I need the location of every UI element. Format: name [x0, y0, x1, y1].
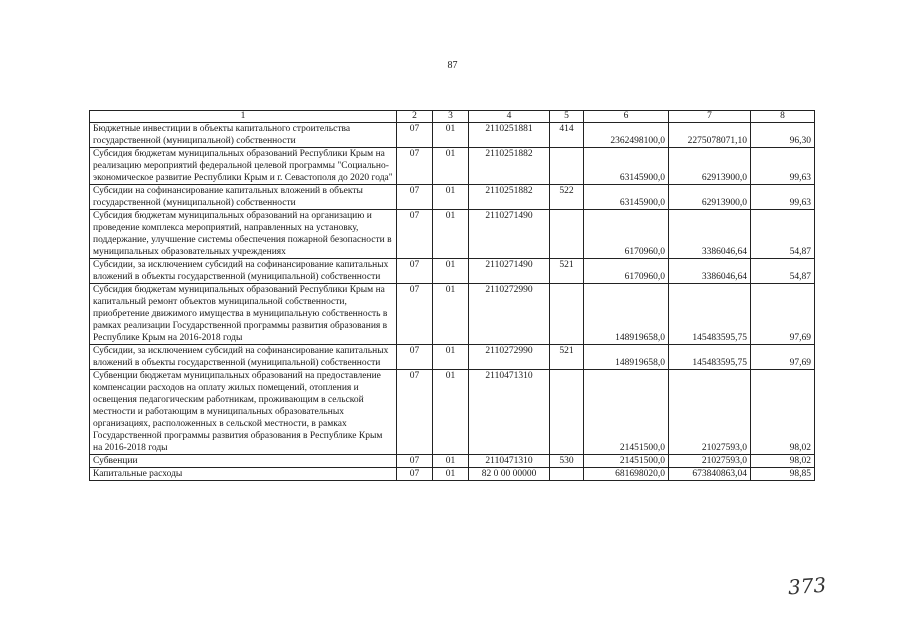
row-subsection-cell: 01	[433, 185, 469, 210]
row-name-cell: Бюджетные инвестиции в объекты капитального строительства государственной (муниципальной) собственности	[90, 123, 397, 148]
row-percent-cell: 99,63	[751, 148, 815, 185]
row-percent-cell: 96,30	[751, 123, 815, 148]
row-type-cell	[550, 468, 584, 481]
row-actual-cell: 62913900,0	[669, 185, 751, 210]
row-target-cell: 2110471310	[469, 370, 550, 455]
row-name-cell: Субсидия бюджетам муниципальных образований Республики Крым на реализацию мероприятий федеральной целевой программы "Социально-экономическое развитие Республики Крым и г. Севастополя до 2020 года"	[90, 148, 397, 185]
row-target-cell: 2110271490	[469, 210, 550, 259]
header-cell: 5	[550, 111, 584, 123]
row-percent-cell: 98,02	[751, 370, 815, 455]
row-percent-cell: 54,87	[751, 259, 815, 284]
row-plan-cell: 148919658,0	[584, 284, 669, 345]
row-actual-cell: 673840863,04	[669, 468, 751, 481]
row-type-cell	[550, 284, 584, 345]
row-subsection-cell: 01	[433, 123, 469, 148]
row-name-cell: Субсидии, за исключением субсидий на софинансирование капитальных вложений в объекты государственной (муниципальной) собственности	[90, 259, 397, 284]
row-section-cell: 07	[397, 370, 433, 455]
table-row	[90, 345, 815, 370]
row-section-cell: 07	[397, 185, 433, 210]
row-percent-cell: 98,85	[751, 468, 815, 481]
row-subsection-cell: 01	[433, 259, 469, 284]
row-plan-cell: 6170960,0	[584, 259, 669, 284]
row-plan-cell: 63145900,0	[584, 185, 669, 210]
row-actual-cell: 145483595,75	[669, 345, 751, 370]
row-type-cell: 530	[550, 455, 584, 468]
row-type-cell: 521	[550, 345, 584, 370]
row-actual-cell: 62913900,0	[669, 148, 751, 185]
row-target-cell: 82 0 00 00000	[469, 468, 550, 481]
row-section-cell: 07	[397, 259, 433, 284]
row-name-cell: Субвенции бюджетам муниципальных образований на предоставление компенсации расходов на оплату жилых помещений, отопления и освещения педагогическим работникам, проживающим в сельской местности и работающим в муниципальных образовательных организациях, расположенных в сельской местности, в рамках Государственной программы развития образования в Республике Крым на 2016-2018 годы	[90, 370, 397, 455]
row-percent-cell: 98,02	[751, 455, 815, 468]
row-target-cell: 2110471310	[469, 455, 550, 468]
row-name-cell: Субвенции	[90, 455, 397, 468]
table-header-row	[90, 111, 815, 123]
row-plan-cell: 21451500,0	[584, 455, 669, 468]
header-cell: 7	[669, 111, 751, 123]
row-type-cell: 414	[550, 123, 584, 148]
row-type-cell	[550, 210, 584, 259]
row-actual-cell: 3386046,64	[669, 259, 751, 284]
row-name-cell: Капитальные расходы	[90, 468, 397, 481]
row-percent-cell: 97,69	[751, 284, 815, 345]
row-target-cell: 2110251882	[469, 185, 550, 210]
row-actual-cell: 145483595,75	[669, 284, 751, 345]
table-row	[90, 455, 815, 468]
row-name-cell: Субсидии, за исключением субсидий на софинансирование капитальных вложений в объекты государственной (муниципальной) собственности	[90, 345, 397, 370]
row-section-cell: 07	[397, 148, 433, 185]
row-actual-cell: 21027593,0	[669, 455, 751, 468]
row-section-cell: 07	[397, 345, 433, 370]
row-type-cell	[550, 148, 584, 185]
row-plan-cell: 681698020,0	[584, 468, 669, 481]
row-subsection-cell: 01	[433, 468, 469, 481]
row-plan-cell: 21451500,0	[584, 370, 669, 455]
row-target-cell: 2110272990	[469, 345, 550, 370]
row-plan-cell: 63145900,0	[584, 148, 669, 185]
budget-table	[89, 110, 815, 481]
table-row	[90, 259, 815, 284]
row-section-cell: 07	[397, 210, 433, 259]
row-section-cell: 07	[397, 123, 433, 148]
row-plan-cell: 2362498100,0	[584, 123, 669, 148]
table-row	[90, 148, 815, 185]
table-row	[90, 468, 815, 481]
row-name-cell: Субсидии на софинансирование капитальных вложений в объекты государственной (муниципальной) собственности	[90, 185, 397, 210]
row-plan-cell: 148919658,0	[584, 345, 669, 370]
row-name-cell: Субсидия бюджетам муниципальных образований на организацию и проведение комплекса мероприятий, направленных на установку, поддержание, улучшение системы обеспечения пожарной безопасности в муниципальных образовательных учреждениях	[90, 210, 397, 259]
row-section-cell: 07	[397, 284, 433, 345]
row-subsection-cell: 01	[433, 148, 469, 185]
row-actual-cell: 2275078071,10	[669, 123, 751, 148]
table-row	[90, 284, 815, 345]
row-type-cell	[550, 370, 584, 455]
table-row	[90, 210, 815, 259]
row-actual-cell: 21027593,0	[669, 370, 751, 455]
row-plan-cell: 6170960,0	[584, 210, 669, 259]
row-section-cell: 07	[397, 468, 433, 481]
row-target-cell: 2110272990	[469, 284, 550, 345]
row-actual-cell: 3386046,64	[669, 210, 751, 259]
table-row	[90, 185, 815, 210]
row-name-cell: Субсидия бюджетам муниципальных образований Республики Крым на капитальный ремонт объектов муниципальной собственности, приобретение движимого имущества в муниципальную собственность в рамках реализации Государственной программы развития образования в Республике Крым на 2016-2018 годы	[90, 284, 397, 345]
page-number: 87	[447, 60, 458, 71]
row-type-cell: 522	[550, 185, 584, 210]
row-subsection-cell: 01	[433, 210, 469, 259]
handwritten-page-mark: 373	[787, 572, 827, 600]
row-target-cell: 2110251882	[469, 148, 550, 185]
row-subsection-cell: 01	[433, 455, 469, 468]
row-percent-cell: 97,69	[751, 345, 815, 370]
row-percent-cell: 99,63	[751, 185, 815, 210]
row-type-cell: 521	[550, 259, 584, 284]
row-subsection-cell: 01	[433, 370, 469, 455]
header-cell: 8	[751, 111, 815, 123]
row-subsection-cell: 01	[433, 345, 469, 370]
row-section-cell: 07	[397, 455, 433, 468]
header-cell: 4	[469, 111, 550, 123]
header-cell: 6	[584, 111, 669, 123]
header-cell: 1	[90, 111, 397, 123]
table-row	[90, 123, 815, 148]
header-cell: 2	[397, 111, 433, 123]
header-cell: 3	[433, 111, 469, 123]
row-target-cell: 2110251881	[469, 123, 550, 148]
table-row	[90, 370, 815, 455]
row-percent-cell: 54,87	[751, 210, 815, 259]
row-target-cell: 2110271490	[469, 259, 550, 284]
row-subsection-cell: 01	[433, 284, 469, 345]
